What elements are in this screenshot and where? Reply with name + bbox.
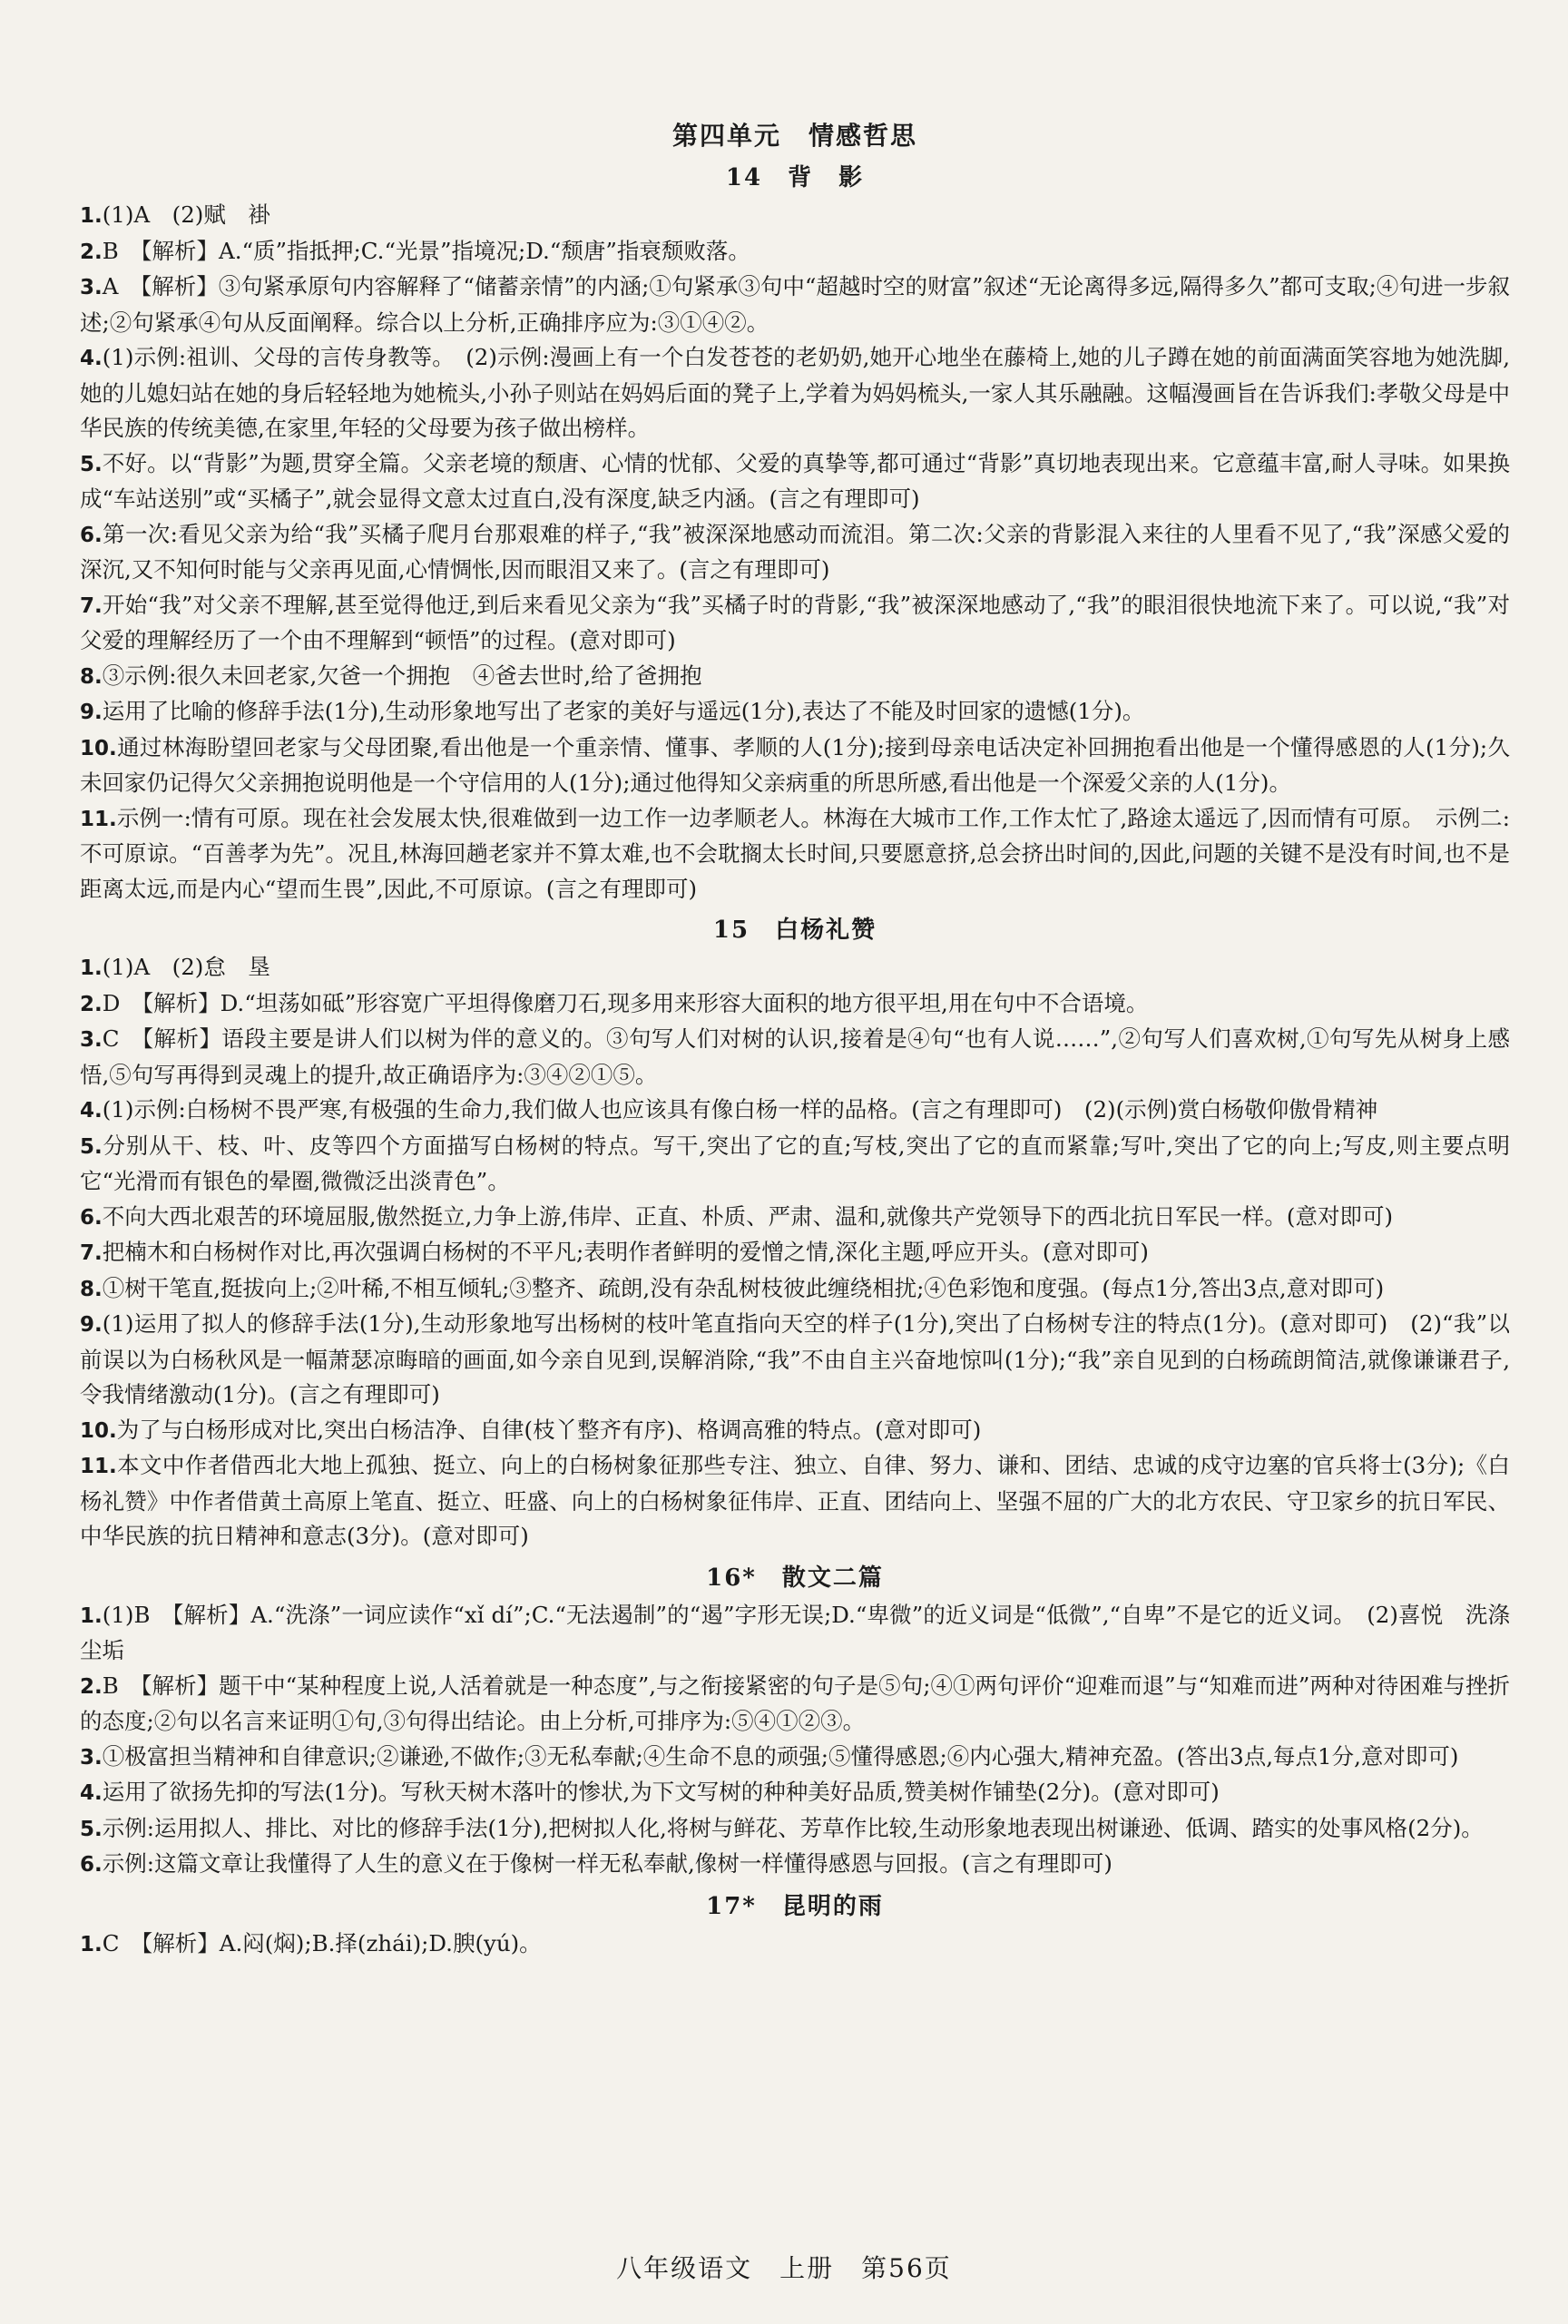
item-number: 5. — [80, 452, 103, 476]
item-text: A 【解析】③句紧承原句内容解释了“储蓄亲情”的内涵;①句紧承③句中“超越时空的财富”叙述“无论离得多远,隔得多久”都可支取;④句进一步叙述;②句紧承④句从反面阐释。综合以上分析,正确排序应为:③①④②。 — [80, 273, 1510, 336]
item-text: (1)B 【解析】A.“洗涤”一词应读作“xǐ dí”;C.“无法遏制”的“遏”字形无误;D.“卑微”的近义词是“低微”,“自卑”不是它的近义词。 (2)喜悦 洗涤 尘垢 — [80, 1601, 1533, 1663]
item-text: B 【解析】A.“质”指抵押;C.“光景”指境况;D.“颓唐”指衰颓败落。 — [102, 237, 750, 264]
answer-item — [80, 588, 1510, 659]
item-number: 3. — [80, 276, 103, 299]
answer-item — [80, 694, 1510, 731]
answer-item — [80, 1775, 1510, 1811]
item-text: 示例:运用拟人、排比、对比的修辞手法(1分),把树拟人化,将树与鲜花、芳草作比较,生动形象地表现出树谦逊、低调、踏实的处事风格(2分)。 — [102, 1814, 1484, 1841]
item-text: 运用了欲扬先抑的写法(1分)。写秋天树木落叶的惨状,为下文写树的种种美好品质,赞美树作铺垫(2分)。(意对即可) — [102, 1779, 1220, 1805]
item-text: 为了与白杨形成对比,突出白杨洁净、自律(枝丫整齐有序)、格调高雅的特点。(意对即可) — [116, 1416, 982, 1443]
item-text: (1)示例:祖训、父母的言传身教等。 (2)示例:漫画上有一个白发苍苍的老奶奶,她开心地坐在藤椅上,她的儿子蹲在她的前面满面笑容地为她洗脚,她的儿媳妇站在她的身后轻轻地为她梳头,小孙子则站在妈妈后面的凳子上,学着为妈妈梳头,一家人其乐融融。这幅漫画旨在告诉我们:孝敬父母是中华民族的传统美德,在家里,年轻的父母要为孩子做出榜样。 — [80, 344, 1510, 441]
item-number: 1. — [80, 1603, 103, 1628]
section-baiyang — [80, 912, 1510, 1554]
item-text: (1)A (2)赋 褂 — [102, 201, 270, 228]
lesson-title: 17* 昆明的雨 — [706, 1892, 884, 1920]
answer-item — [80, 517, 1510, 588]
answer-item — [80, 1927, 1510, 1963]
item-text: 通过林海盼望回老家与父母团聚,看出他是一个重亲情、懂事、孝顺的人(1分);接到母亲电话决定补回拥抱看出他是一个懂得感恩的人(1分);久未回家仍记得欠父亲拥抱说明他是一个守信用的人(1分);通过他得知父亲病重的所思所感,看出他是一个深爱父亲的人(1分)。 — [80, 733, 1510, 796]
item-number: 5. — [80, 1134, 103, 1159]
item-number: 9. — [80, 1313, 103, 1337]
answer-item — [80, 270, 1510, 340]
answer-item — [80, 1235, 1510, 1271]
item-number: 1. — [80, 1932, 103, 1956]
answer-item — [80, 731, 1510, 801]
item-text: 本文中作者借西北大地上孤独、挺立、向上的白杨树象征那些专注、独立、自律、努力、谦和、团结、忠诚的戍守边塞的官兵将士(3分);《白杨礼赞》中作者借黄土高原上笔直、挺立、旺盛、向上的白杨树象征伟岸、正直、团结向上、坚强不屈的广大的北方农民、守卫家乡的抗日军民、中华民族的抗日精神和意志(3分)。(意对即可) — [80, 1452, 1510, 1549]
item-number: 1. — [80, 204, 103, 228]
item-text: B 【解析】题干中“某种程度上说,人活着就是一种态度”,与之衔接紧密的句子是⑤句;④①两句评价“迎难而退”与“知难而进”两种对待困难与挫折的态度;②句以名言来证明①句,③句得出结论。由上分析,可排序为:⑤④①②③。 — [80, 1672, 1510, 1734]
item-number: 5. — [80, 1817, 103, 1841]
item-text: (1)示例:白杨树不畏严寒,有极强的生命力,我们做人也应该具有像白杨一样的品格。(言之有理即可) (2)(示例)赏白杨敬仰傲骨精神 — [102, 1096, 1378, 1123]
item-number: 6. — [80, 523, 103, 547]
item-number: 6. — [80, 1853, 103, 1877]
item-number: 2. — [80, 1674, 103, 1699]
answer-item — [80, 1669, 1510, 1740]
item-number: 9. — [80, 701, 103, 724]
item-text: 把楠木和白杨树作对比,再次强调白杨树的不平凡;表明作者鲜明的爱憎之情,深化主题,呼应开头。(意对即可) — [102, 1239, 1149, 1265]
item-text: 示例一:情有可原。现在社会发展太快,很难做到一边工作一边孝顺老人。林海在大城市工作,工作太忙了,路途太遥远了,因而情有可原。 示例二:不可原谅。“百善孝为先”。况且,林海回趟老家并不算太难,也不会耽搁太长时间,只要愿意挤,总会挤出时间的,因此,问题的关键不是没有时间,也不是距离太远,而是内心“望而生畏”,因此,不可原谅。(言之有理即可) — [80, 804, 1510, 902]
item-text: C 【解析】语段主要是讲人们以树为伴的意义的。③句写人们对树的认识,接着是④句“也有人说……”,②句写人们喜欢树,①句写先从树身上感悟,⑤句写再得到灵魂上的提升,故正确语序为:③④②①⑤。 — [80, 1025, 1510, 1088]
item-text: (1)运用了拟人的修辞手法(1分),生动形象地写出杨树的枝叶笔直指向天空的样子(1分),突出了白杨树专注的特点(1分)。(意对即可) (2)“我”以前误以为白杨秋风是一幅萧瑟凉晦暗的画面,如今亲自见到,误解消除,“我”不由自主兴奋地惊叫(1分);“我”亲自见到的白杨疏朗简洁,就像谦谦君子,令我情绪激动(1分)。(言之有理即可) — [80, 1310, 1510, 1407]
item-number: 8. — [80, 1277, 103, 1301]
item-text: (1)A (2)怠 垦 — [102, 954, 270, 980]
item-text: ③示例:很久未回老家,欠爸一个拥抱 ④爸去世时,给了爸拥抱 — [102, 662, 702, 689]
item-text: ①树干笔直,挺拔向上;②叶稀,不相互倾轧;③整齐、疏朗,没有杂乱树枝彼此缠绕相扰;④色彩饱和度强。(每点1分,答出3点,意对即可) — [102, 1274, 1385, 1301]
item-text: 运用了比喻的修辞手法(1分),生动形象地写出了老家的美好与遥远(1分),表达了不能及时回家的遗憾(1分)。 — [102, 698, 1145, 724]
answer-item — [80, 198, 1510, 234]
item-number: 7. — [80, 593, 103, 618]
answer-item — [80, 1598, 1533, 1669]
answer-item — [80, 950, 1510, 986]
item-text: ①极富担当精神和自律意识;②谦逊,不做作;③无私奉献;④生命不息的顽强;⑤懂得感恩;⑥内心强大,精神充盈。(答出3点,每点1分,意对即可) — [102, 1742, 1459, 1770]
item-number: 4. — [80, 347, 103, 370]
lesson-title: 14 背 影 — [725, 164, 865, 191]
answer-item — [80, 1448, 1510, 1554]
answer-item — [80, 1740, 1510, 1776]
answer-item — [80, 801, 1510, 907]
section-kunming — [80, 1888, 1510, 1963]
answer-item — [80, 1200, 1510, 1236]
item-number: 11. — [80, 1455, 117, 1478]
answer-item — [80, 1093, 1510, 1129]
item-text: D 【解析】D.“坦荡如砥”形容宽广平坦得像磨刀石,现多用来形容大面积的地方很平坦,用在句中不合语境。 — [102, 989, 1149, 1016]
item-number: 2. — [80, 992, 103, 1016]
answer-item — [80, 986, 1510, 1023]
item-text: 第一次:看见父亲为给“我”买橘子爬月台那艰难的样子,“我”被深深地感动而流泪。第二次:父亲的背影混入来往的人里看不见了,“我”深感父爱的深沉,又不知何时能与父亲再见面,心情惆怅,因而眼泪又来了。(言之有理即可) — [80, 520, 1510, 583]
answer-item — [80, 1413, 1510, 1449]
item-number: 7. — [80, 1241, 103, 1265]
unit-title: 第四单元 情感哲思 — [671, 121, 917, 151]
answer-item — [80, 1847, 1510, 1883]
item-text: 分别从干、枝、叶、皮等四个方面描写白杨树的特点。写干,突出了它的直;写枝,突出了它的直而紧靠;写叶,突出了它的向上;写皮,则主要点明它“光滑而有银色的晕圈,微微泛出淡青色”。 — [80, 1132, 1510, 1194]
answer-item — [80, 659, 1510, 695]
item-number: 11. — [80, 807, 117, 831]
item-text: 不好。以“背影”为题,贯穿全篇。父亲老境的颓唐、心情的忧郁、父爱的真挚等,都可通过“背影”真切地表现出来。它意蕴丰富,耐人寻味。如果换成“车站送别”或“买橘子”,就会显得文意太过直白,没有深度,缺乏内涵。(言之有理即可) — [80, 449, 1510, 512]
answer-item — [80, 1811, 1510, 1848]
item-number: 4. — [80, 1781, 103, 1805]
item-number: 10. — [80, 1418, 117, 1443]
answer-item — [80, 1022, 1510, 1093]
item-text: 开始“我”对父亲不理解,甚至觉得他迂,到后来看见父亲为“我”买橘子时的背影,“我”被深深地感动了,“我”的眼泪很快地流下来了。可以说,“我”对父爱的理解经历了一个由不理解到“顿悟”的过程。(意对即可) — [80, 591, 1510, 653]
item-text: C 【解析】A.闷(焖);B.择(zhái);D.腴(yú)。 — [102, 1929, 542, 1956]
answer-item — [80, 446, 1510, 517]
section-beiying — [80, 118, 1510, 907]
lesson-title: 16* 散文二篇 — [706, 1564, 884, 1592]
item-number: 4. — [80, 1099, 103, 1123]
section-sanwen — [80, 1560, 1533, 1883]
item-text: 不向大西北艰苦的环境屈服,傲然挺立,力争上游,伟岸、正直、朴质、严肃、温和,就像共产党领导下的西北抗日军民一样。(意对即可) — [102, 1202, 1394, 1230]
answer-item — [80, 1271, 1510, 1308]
lesson-title: 15 白杨礼赞 — [712, 917, 877, 944]
answer-item — [80, 1129, 1510, 1200]
page-footer: 八年级语文 上册 第56页 — [616, 2253, 952, 2283]
item-number: 1. — [80, 956, 103, 980]
item-number: 6. — [80, 1205, 103, 1230]
item-number: 2. — [80, 240, 103, 264]
item-number: 3. — [80, 1745, 103, 1770]
item-number: 8. — [80, 664, 103, 689]
answer-item — [80, 1307, 1510, 1413]
answer-item — [80, 234, 1510, 270]
item-number: 10. — [80, 736, 117, 760]
item-number: 3. — [80, 1028, 103, 1052]
answer-item — [80, 340, 1510, 446]
item-text: 示例:这篇文章让我懂得了人生的意义在于像树一样无私奉献,像树一样懂得感恩与回报。(言之有理即可) — [102, 1850, 1112, 1877]
